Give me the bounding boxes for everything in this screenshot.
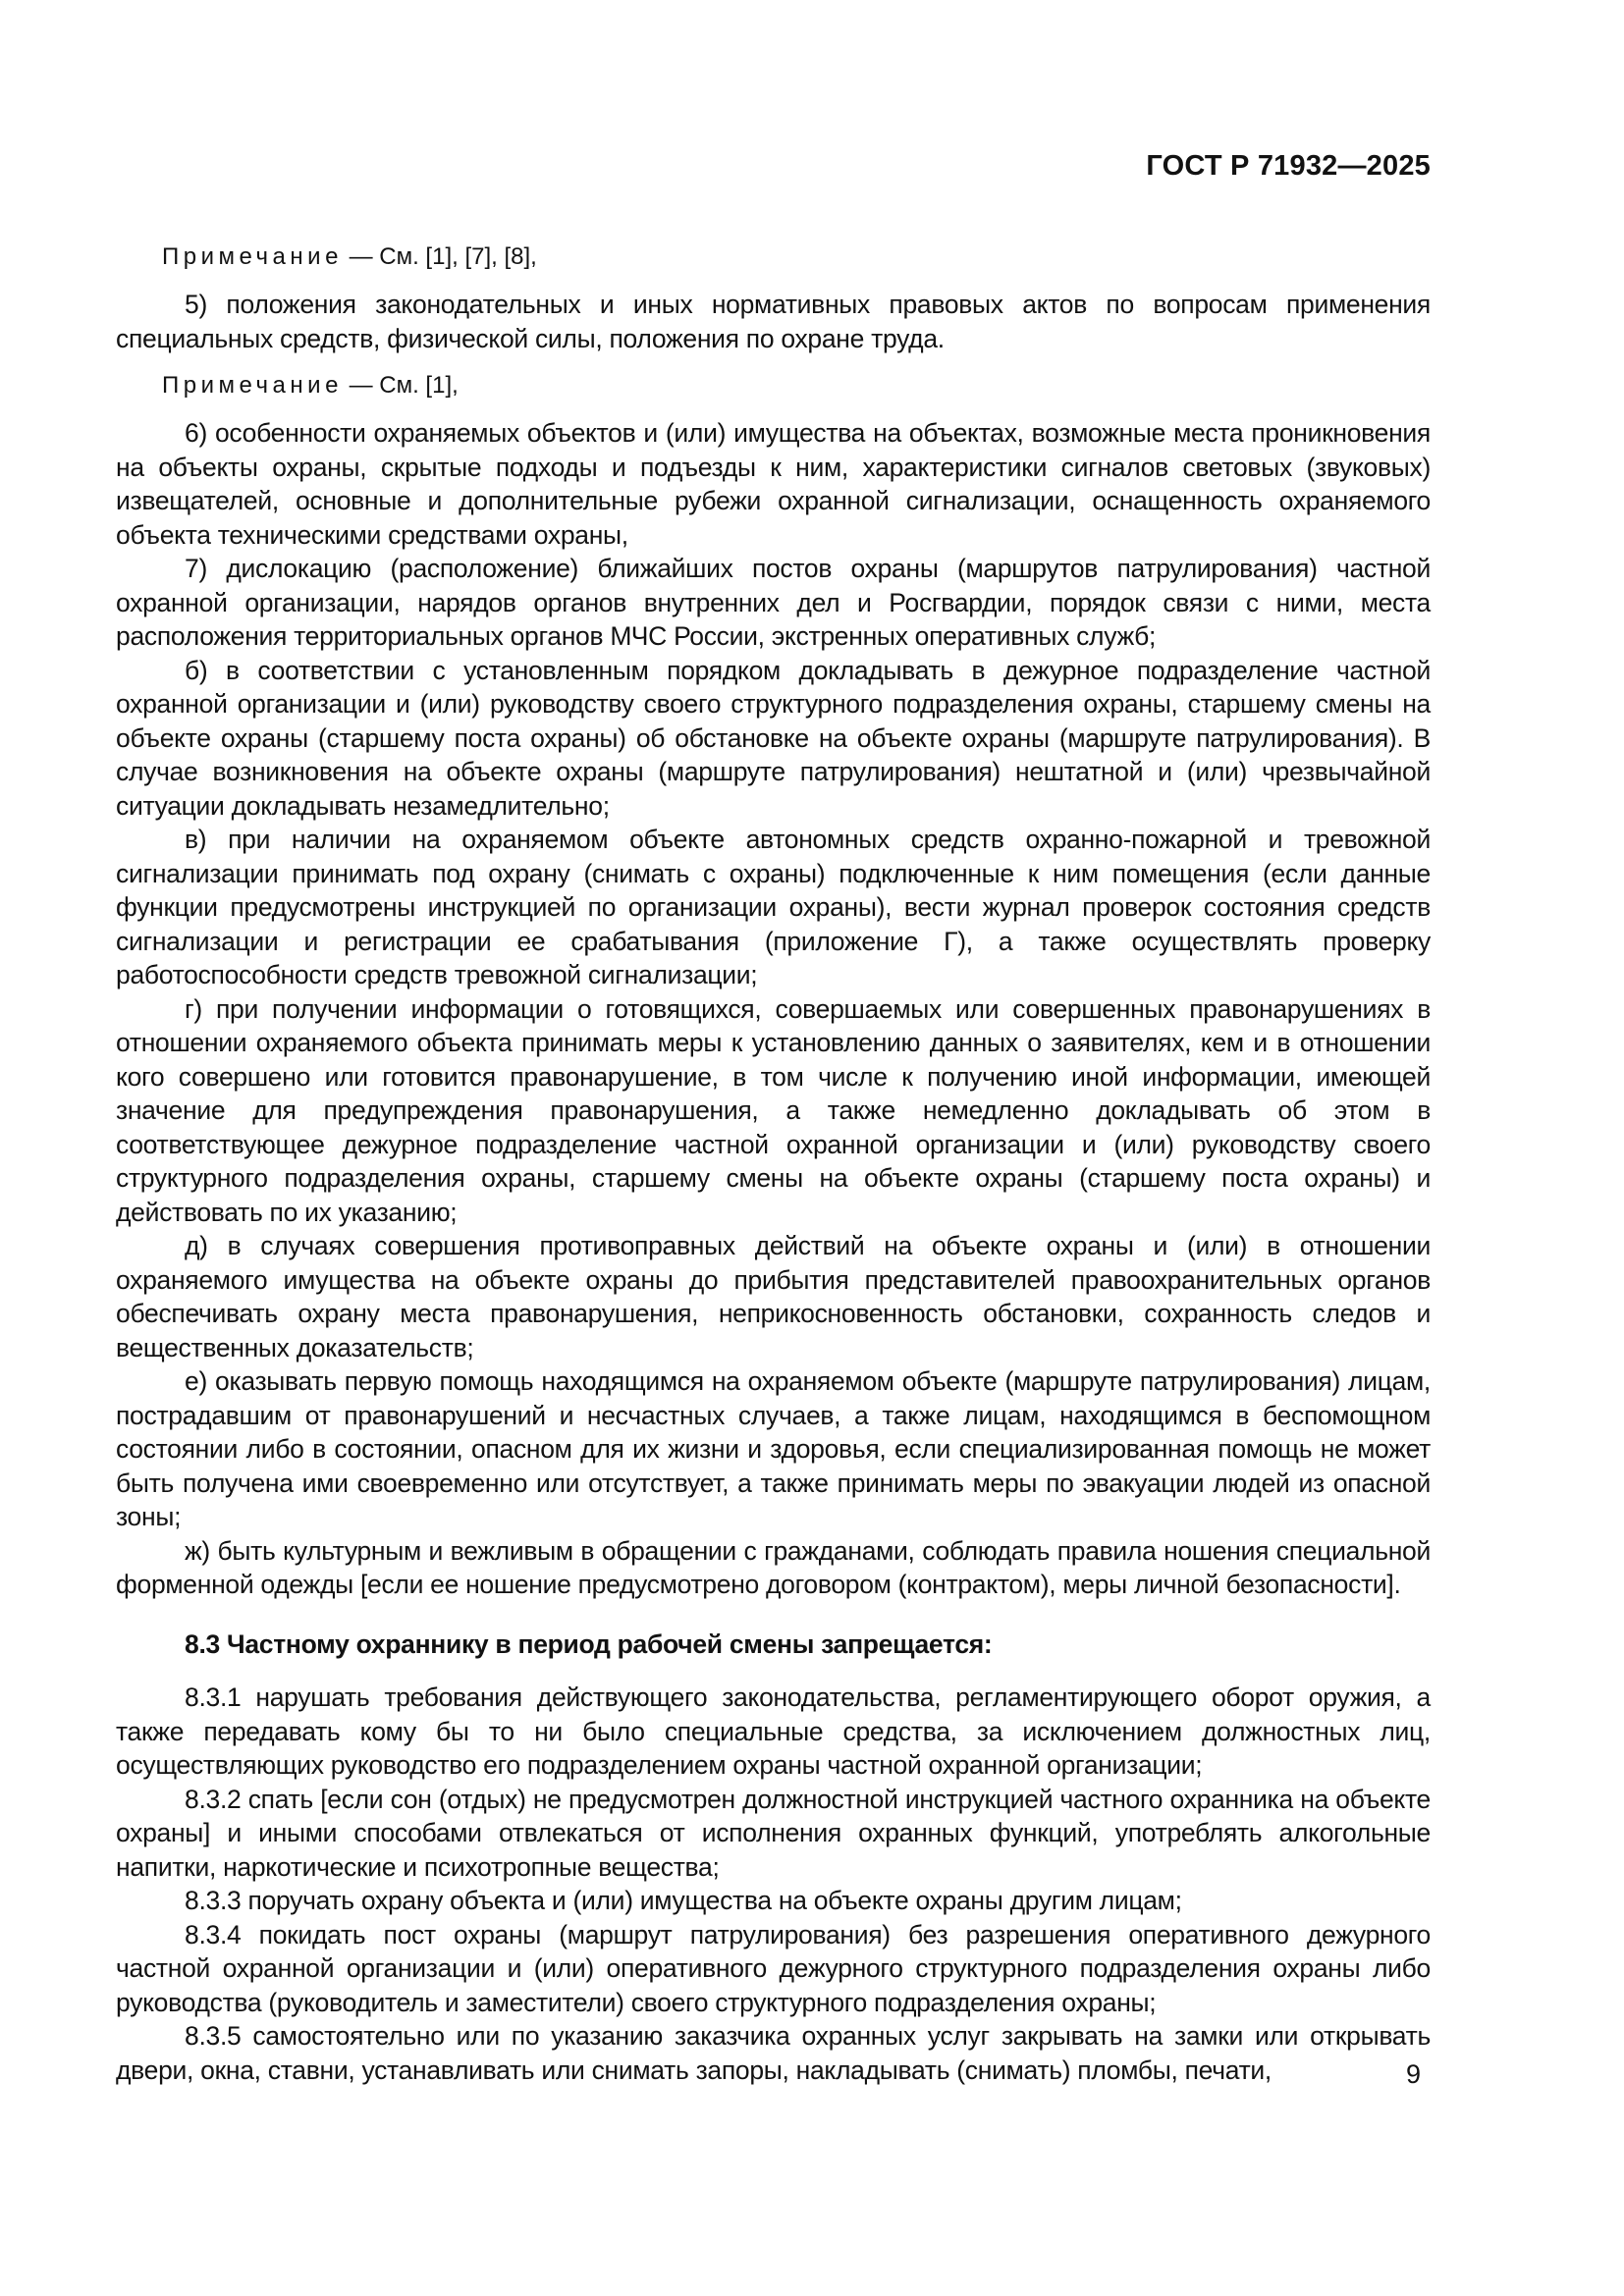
paragraph: ж) быть культурным и вежливым в обращении с гражданами, соблюдать правила ношения специальной форменной одежды [если ее ношение предусмотрено договором (контрактом), меры личной безопасности]. (116, 1535, 1431, 1599)
page-number: 9 (1405, 2059, 1421, 2089)
note-text: — См. [1], (342, 372, 459, 399)
paragraph: 8.3.3 поручать охрану объекта и (или) имущества на объекте охраны другим лицам; (185, 1886, 1182, 1915)
paragraph: г) при получении информации о готовящихся, совершаемых или совершенных правонарушениях в отношении охраняемого объекта принимать меры к установлению данных о заявителях, кем и в отношении кого совершено или готовится правонарушение, в том числе к получению иной информации, имеющей значение для предупреждения правонарушения, а также немедленно докладывать об этом в соответствующее дежурное подразделение частной охранной организации и (или) руководству своего структурного подразделения охраны, старшему смены на объекте охраны (старшему поста охраны) и действовать по их указанию; (116, 993, 1431, 1227)
paragraph: 8.3.4 покидать пост охраны (маршрут патрулирования) без разрешения оперативного дежурного частной охранной организации и (или) оперативного дежурного структурного подразделения охраны либо руководства (руководитель и заместители) своего структурного подразделения охраны; (116, 1919, 1431, 2017)
paragraph: д) в случаях совершения противоправных действий на объекте охраны и (или) в отношении охраняемого имущества на объекте охраны до прибытия представителей правоохранительных органов обеспечивать охрану места правонарушения, неприкосновенность обстановки, сохранность следов и вещественных доказательств; (116, 1231, 1431, 1362)
paragraph: б) в соответствии с установленным порядком докладывать в дежурное подразделение частной охранной организации и (или) руководству своего структурного подразделения охраны, старшему смены на объекте охраны (старшему поста охраны) об обстановке на объекте охраны (маршруте патрулирования). В случае возникновения на объекте охраны (маршруте патрулирования) нештатной и (или) чрезвычайной ситуации докладывать незамедлительно; (116, 655, 1431, 821)
paragraph: 8.3.5 самостоятельно или по указанию заказчика охранных услуг закрывать на замки или открывать двери, окна, ставни, устанавливать или снимать запоры, накладывать (снимать) пломбы, печати, (116, 2021, 1431, 2085)
standard-number: ГОСТ Р 71932—2025 (1146, 150, 1431, 182)
note (116, 241, 1431, 272)
document-footer (116, 2059, 1431, 2090)
document-body (116, 227, 1431, 2087)
paragraph: 7) дислокацию (расположение) ближайших постов охраны (маршрутов патрулирования) частной охранной организации, нарядов органов внутренних дел и Росгвардии, порядок связи с ними, места расположения территориальных органов МЧС России, экстренных оперативных служб; (116, 554, 1431, 651)
paragraph: 6) особенности охраняемых объектов и (или) имущества на объектах, возможные места проникновения на объекты охраны, скрытые подходы и подъезды к ним, характеристики сигналов световых (звуковых) извещателей, основные и дополнительные рубежи охранной сигнализации, оснащенность охраняемого объекта техническими средствами охраны, (116, 418, 1431, 550)
note-text: — См. [1], [7], [8], (342, 243, 537, 270)
paragraph: 5) положения законодательных и иных нормативных правовых актов по вопросам применения специальных средств, физической силы, положения по охране труда. (116, 290, 1431, 353)
note (116, 370, 1431, 400)
note-label: Примечание (162, 243, 343, 270)
paragraph: 8.3.1 нарушать требования действующего законодательства, регламентирующего оборот оружия, а также передавать кому бы то ни было специальные средства, за исключением должностных лиц, осуществляющих руководство его подразделением охраны частной охранной организации; (116, 1682, 1431, 1780)
section-heading: 8.3 Частному охраннику в период рабочей смены запрещается: (185, 1629, 993, 1659)
paragraph: е) оказывать первую помощь находящимся на охраняемом объекте (маршруте патрулирования) лицам, пострадавшим от правонарушений и несчастных случаев, а также лицам, находящимся в беспомощном состоянии либо в состоянии, опасном для их жизни и здоровья, если специализированная помощь не может быть получена ими своевременно или отсутствует, а также принимать меры по эвакуации людей из опасной зоны; (116, 1366, 1431, 1531)
paragraph: 8.3.2 спать [если сон (отдых) не предусмотрен должностной инструкцией частного охранника на объекте охраны] и иными способами отвлекаться от исполнения охранных функций, употреблять алкогольные напитки, наркотические и психотропные вещества; (116, 1784, 1431, 1882)
note-label: Примечание (162, 372, 343, 399)
document-header (116, 150, 1431, 183)
paragraph: в) при наличии на охраняемом объекте автономных средств охранно-пожарной и тревожной сигнализации принимать под охрану (снимать с охраны) подключенные к ним помещения (если данные функции предусмотрены инструкцией по организации охраны), вести журнал проверок состояния средств сигнализации и регистрации ее срабатывания (приложение Г), а также осуществлять проверку работоспособности средств тревожной сигнализации; (116, 825, 1431, 989)
